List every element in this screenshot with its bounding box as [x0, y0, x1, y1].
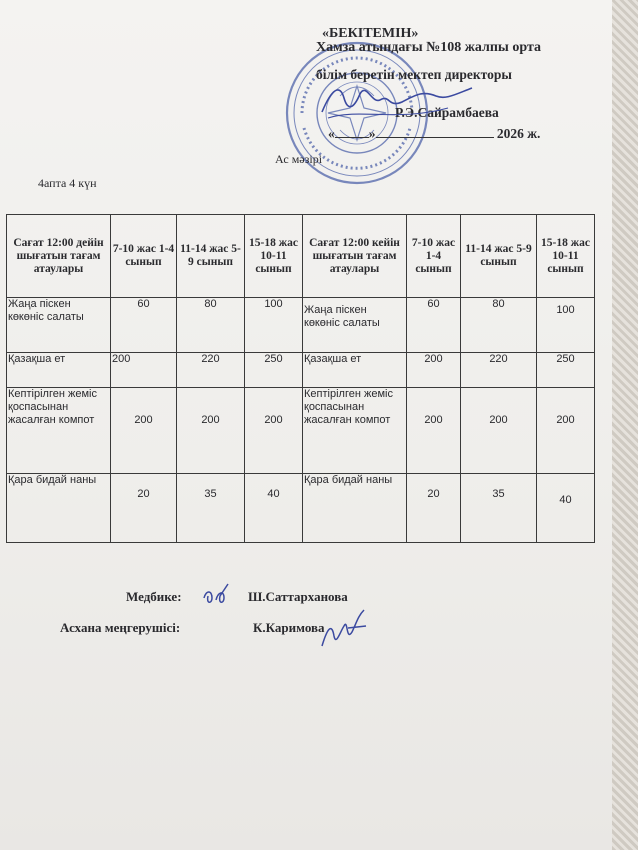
nurse-name: Ш.Саттарханова [248, 589, 348, 604]
header-cell: 15-18 жас 10-11 сынып [537, 215, 595, 298]
header-cell: 11-14 жас 5-9 сынып [177, 215, 245, 298]
nurse-label: Медбике: [126, 589, 182, 604]
table-row [7, 474, 595, 543]
header-cell: Сағат 12:00 кейін шығатын тағам атаулары [303, 215, 407, 298]
dish-name-cell: Жаңа піскен көкөніс салаты [7, 298, 111, 353]
header-cell: 11-14 жас 5-9 сынып [461, 215, 537, 298]
table-row [7, 353, 595, 388]
menu-table [6, 214, 595, 543]
approval-year: 2026 ж. [496, 126, 541, 141]
header-cell: Сағат 12:00 дейін шығатын тағам атаулары [7, 215, 111, 298]
portion-cell: 200 [537, 388, 595, 474]
menu-title: Ас мәзірі [275, 152, 323, 166]
table-row [7, 298, 595, 353]
portion-cell: 220 [177, 353, 245, 388]
table-row [7, 388, 595, 474]
portion-cell: 220 [461, 353, 537, 388]
approval-line-2: білім беретін мектеп директоры [316, 67, 512, 82]
portion-cell: 20 [111, 474, 177, 543]
dish-name-cell: Қара бидай наны [7, 474, 111, 543]
dish-name-cell: Қара бидай наны [303, 474, 407, 543]
portion-cell: 200 [407, 388, 461, 474]
header-cell: 7-10 жас 1-4 сынып [111, 215, 177, 298]
approval-date: « » 2026 ж. [328, 126, 541, 141]
dish-name-cell: Қазақша ет [303, 353, 407, 388]
portion-cell: 60 [407, 298, 461, 353]
approval-heading: «БЕКІТЕМІН» [322, 26, 419, 41]
portion-cell: 40 [537, 474, 595, 543]
header-cell: 7-10 жас 1-4 сынып [407, 215, 461, 298]
portion-cell: 80 [461, 298, 537, 353]
portion-cell: 200 [407, 353, 461, 388]
dish-name-cell: Қазақша ет [7, 353, 111, 388]
director-name: Р.Э.Сайрамбаева [395, 105, 499, 120]
week-day-label: 4апта 4 күн [38, 176, 97, 190]
portion-cell: 250 [245, 353, 303, 388]
portion-cell: 40 [245, 474, 303, 543]
portion-cell: 200 [245, 388, 303, 474]
portion-cell: 250 [537, 353, 595, 388]
portion-cell: 200 [111, 388, 177, 474]
kitchen-head-label: Асхана меңгерушісі: [60, 620, 181, 635]
portion-cell: 200 [177, 388, 245, 474]
approval-line-1: Хамза атындағы №108 жалпы орта [316, 40, 541, 55]
portion-cell: 80 [177, 298, 245, 353]
portion-cell: 100 [537, 298, 595, 353]
portion-cell: 200 [111, 353, 177, 388]
dish-name-cell: Кептірілген жеміс қоспасынан жасалған компот [7, 388, 111, 474]
portion-cell: 20 [407, 474, 461, 543]
portion-cell: 35 [177, 474, 245, 543]
portion-cell: 60 [111, 298, 177, 353]
kitchen-head-signature [318, 606, 370, 650]
kitchen-head-name: К.Каримова [253, 620, 325, 635]
kitchen-head-signature-line [60, 620, 325, 636]
portion-cell: 200 [461, 388, 537, 474]
director-signature [318, 78, 478, 128]
nurse-signature [200, 582, 240, 608]
dish-name-cell: Жаңа піскен көкөніс салаты [303, 298, 407, 353]
portion-cell: 100 [245, 298, 303, 353]
portion-cell: 35 [461, 474, 537, 543]
table-header-row [7, 215, 595, 298]
dish-name-cell: Кептірілген жеміс қоспасынан жасалған компот [303, 388, 407, 474]
background-tablecloth [612, 0, 638, 850]
nurse-signature-line [126, 589, 348, 605]
header-cell: 15-18 жас 10-11 сынып [245, 215, 303, 298]
